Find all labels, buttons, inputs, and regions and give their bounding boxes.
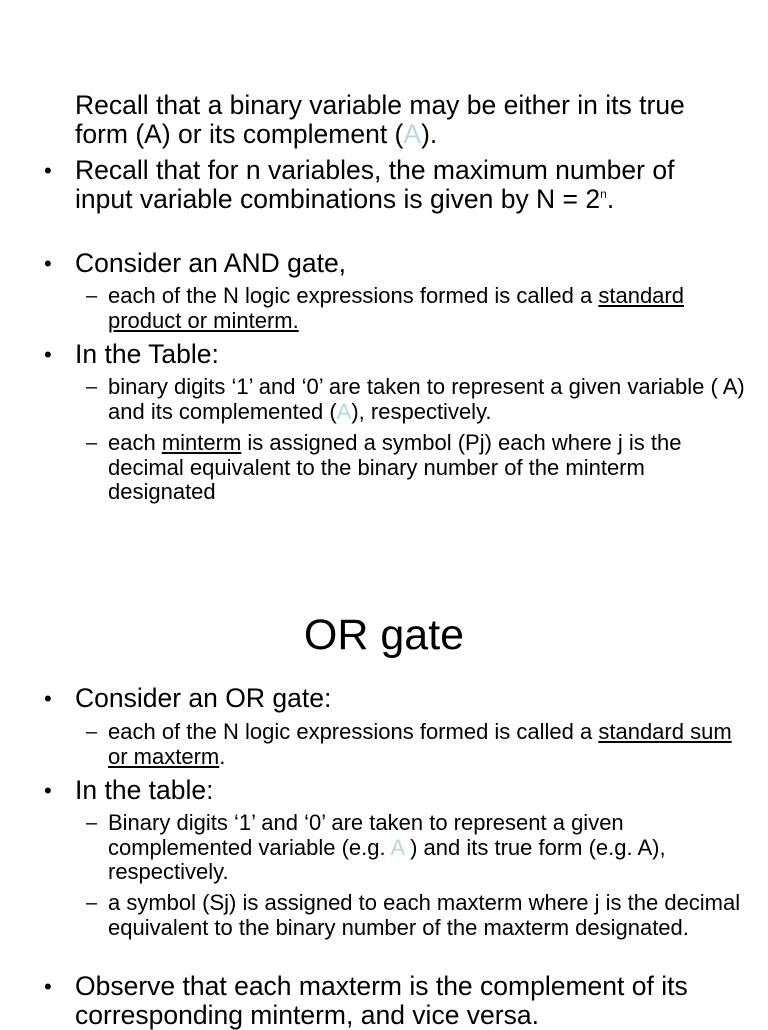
bullet-icon: • (44, 974, 52, 999)
bullet-icon: • (44, 778, 52, 803)
bullet-icon: • (44, 342, 52, 367)
sub-binary-digits: binary digits ‘1’ and ‘0’ are taken to represent a given variable ( A) and its complemented (A), respectively. (108, 374, 745, 424)
dash-icon: – (86, 432, 98, 454)
dash-icon: – (86, 892, 98, 914)
bullet-combinations: Recall that for n variables, the maximum number of input variable combinations is given by $N = 2^n$. (75, 155, 675, 214)
bullet-icon: • (44, 251, 52, 276)
sub-maxterm-definition: each of the N logic expressions formed is called a standard sum or maxterm. (108, 719, 732, 769)
sub-minterm-definition: each of the N logic expressions formed is called a standard product or minterm. (108, 283, 684, 333)
bullet-icon: • (44, 686, 52, 711)
bullet-in-the-table: In the Table: (75, 339, 219, 369)
sub-binary-digits: Binary digits ‘1’ and ‘0’ are taken to represent a given complemented variable (e.g. A ) and its true form (e.g. A), respectively. (108, 810, 666, 884)
bullet-or-gate: Consider an OR gate: (75, 683, 332, 713)
bullet-icon: • (44, 158, 52, 183)
bullet-observe-complement: Observe that each maxterm is the complement of its corresponding minterm, and vice versa. (75, 971, 688, 1030)
sub-minterm-symbol: each minterm is assigned a symbol (Pj) each where j is the decimal equivalent to the binary number of the minterm designated (108, 430, 682, 504)
intro-paragraph: Recall that a binary variable may be either in its true form (A) or its complement (A). (75, 90, 685, 149)
sub-maxterm-symbol: a symbol (Sj) is assigned to each maxterm where j is the decimal equivalent to the binary number of the maxterm designated. (108, 890, 741, 940)
bullet-in-the-table: In the table: (75, 775, 214, 805)
dash-icon: – (86, 721, 98, 743)
bullet-and-gate: Consider an AND gate, (75, 248, 347, 278)
dash-icon: – (86, 376, 98, 398)
dash-icon: – (86, 812, 98, 834)
slide-title: OR gate (303, 611, 465, 659)
dash-icon: – (86, 285, 98, 307)
